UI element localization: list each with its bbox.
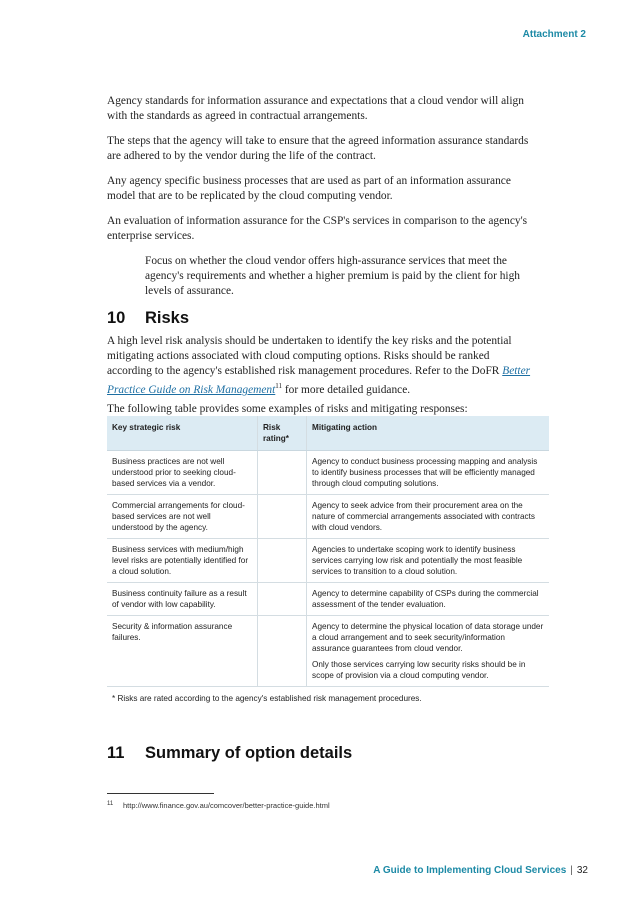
section-title: Risks [145,309,190,327]
action-cell: Agency to conduct business processing mapping and analysis to identify business processes that will be efficiently managed through cloud computing solutions. [307,451,550,495]
column-header-risk: Key strategic risk [107,416,258,451]
risk-cell: Business continuity failure as a result of vendor with low capability. [107,583,258,616]
footnote [107,801,330,810]
section-title: Summary of option details [145,744,353,762]
table-intro: The following table provides some examples of risks and mitigating responses: [107,402,468,415]
risk-cell: Security & information assurance failures. [107,616,258,687]
risk-cell: Business practices are not well understood prior to seeking cloud-based services via a vendor. [107,451,258,495]
table-note: * Risks are rated according to the agency's established risk management procedures. [112,694,422,703]
footnote-ref[interactable]: 11 [275,382,283,390]
risks-intro [107,334,537,398]
risk-table [107,416,549,710]
rating-cell [258,495,307,539]
attachment-label: Attachment 2 [522,29,586,40]
paragraph: Agency standards for information assurance and expectations that a cloud vendor will align with the standards as agreed in contractual arrangements. [107,95,524,122]
risks-intro-tail: for more detailed guidance. [282,383,411,396]
body-text [107,94,537,421]
section-heading-summary [107,744,352,763]
page-number: 32 [576,865,588,876]
risk-cell: Business services with medium/high level risks are potentially identified for a cloud solution. [107,539,258,583]
section-number: 10 [107,309,126,327]
table-row [107,539,549,583]
action-text: Agency to determine the physical location of data storage under a cloud arrangement and to seek security/information assurance guarantees from cloud vendor. [312,622,544,653]
risk-cell: Commercial arrangements for cloud-based services are not well understood by the agency. [107,495,258,539]
footer-title: A Guide to Implementing Cloud Services [373,865,567,876]
table-row [107,616,549,687]
column-header-action: Mitigating action [307,416,550,451]
table-row [107,451,549,495]
rating-cell [258,616,307,687]
action-text-extra: Only those services carrying low security risks should be in scope of provision via a cloud computing vendor. [312,660,526,680]
paragraph: An evaluation of information assurance for the CSP's services in comparison to the agency's enterprise services. [107,215,528,242]
action-cell [307,616,550,687]
footnote-url[interactable]: http://www.finance.gov.au/comcover/better-practice-guide.html [123,801,330,810]
footer-separator: | [570,865,573,876]
table-row [107,495,549,539]
table-row [107,583,549,616]
rating-cell [258,583,307,616]
action-cell: Agency to seek advice from their procurement area on the nature of commercial arrangements associated with contracts with cloud vendors. [307,495,550,539]
risk-management-guide-link[interactable]: Better Practice Guide on Risk Management [107,365,531,396]
rating-cell [258,539,307,583]
footnote-divider [107,793,214,794]
indented-paragraph: Focus on whether the cloud vendor offers high-assurance services that meet the agency's requirements and whether a higher premium is paid by the client for high levels of assurance. [145,255,520,297]
section-number: 11 [107,744,125,762]
column-header-rating: Risk rating* [258,416,307,451]
footnote-number: 11 [107,801,114,807]
paragraph: The steps that the agency will take to ensure that the agreed information assurance standards are adhered to by the vendor during the life of the contract. [107,135,529,162]
table-note-row [107,687,549,711]
rating-cell [258,451,307,495]
table-header-row [107,416,549,451]
paragraph: Any agency specific business processes that are used as part of an information assurance model that are to be replicated by the cloud computing vendor. [107,175,511,202]
risks-intro-text: A high level risk analysis should be undertaken to identify the key risks and the potential mitigating actions associated with cloud computing options. Risks should be ranked according to the agency's established risk management procedures. Refer to the DoFR [107,335,512,377]
page-footer [373,865,588,876]
section-heading-risks [107,311,537,326]
action-cell: Agencies to undertake scoping work to identify business services carrying low risk and potentially the most feasible services to transition to a cloud solution. [307,539,550,583]
action-cell: Agency to determine capability of CSPs during the commercial assessment of the tender evaluation. [307,583,550,616]
